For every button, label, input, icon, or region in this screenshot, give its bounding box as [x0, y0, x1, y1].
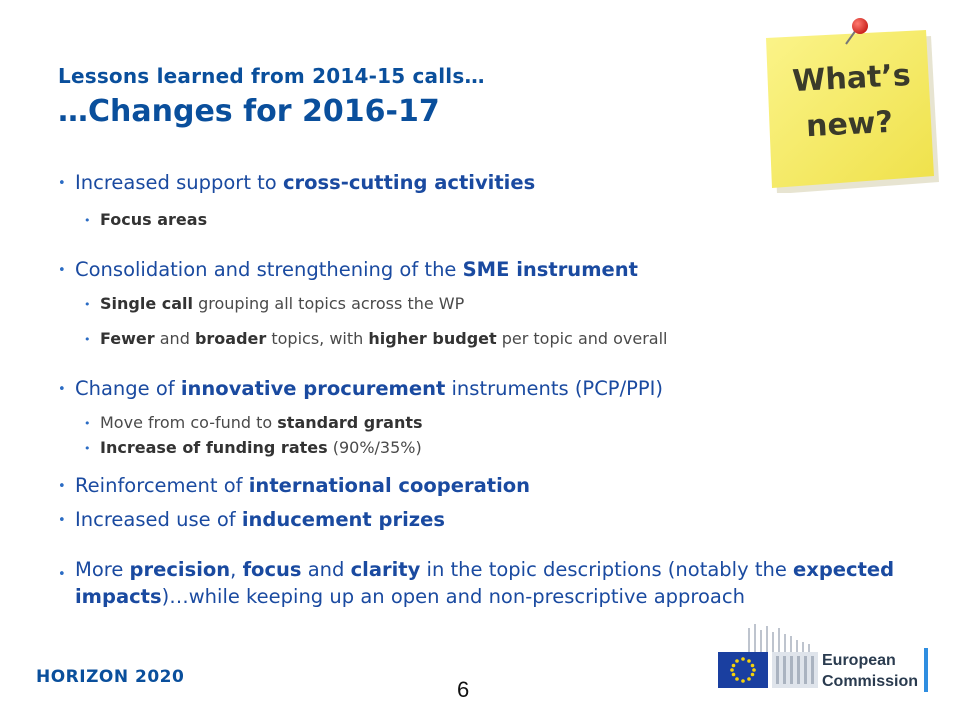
bullet-text-emphasis: focus [242, 558, 302, 581]
sub-bullet-item [84, 413, 423, 432]
bullet-text-part: , [230, 558, 243, 581]
slide-title-line2: …Changes for 2016-17 [58, 94, 440, 129]
bullet-text-emphasis: standard grants [277, 413, 423, 432]
sticky-note-whats-new [760, 18, 940, 193]
bullet-icon: • [84, 333, 91, 346]
bullet-text-emphasis: Single call [100, 294, 194, 313]
bullet-text [75, 258, 638, 281]
bullet-icon: • [84, 417, 91, 430]
bullet-text [100, 210, 207, 229]
bullet-text-emphasis: expected impacts [75, 558, 895, 608]
bullet-text [75, 474, 530, 497]
bullet-item [58, 508, 445, 531]
bullet-item [58, 474, 530, 497]
bullet-icon: • [58, 382, 66, 397]
bullet-icon: • [58, 567, 66, 582]
bullet-text-part: grouping all topics across the WP [193, 294, 465, 313]
bullet-icon: • [84, 214, 91, 227]
bullet-text-part: More [75, 558, 130, 581]
sub-bullet-item [84, 329, 668, 348]
bullet-text-part: topics, with [266, 329, 369, 348]
bullet-item [58, 171, 535, 194]
bullet-text-emphasis: Fewer [100, 329, 155, 348]
slide-title-line1: Lessons learned from 2014-15 calls… [58, 64, 485, 88]
bullet-text-emphasis: international cooperation [248, 474, 531, 497]
bullet-text [75, 171, 535, 194]
bullet-icon: • [84, 442, 91, 455]
bullet-text-emphasis: broader [194, 329, 267, 348]
pushpin-icon [852, 18, 868, 34]
bullet-text-part: and [301, 558, 351, 581]
bullet-text-part: per topic and overall [496, 329, 668, 348]
bullet-icon: • [58, 263, 66, 278]
bullet-text-emphasis: clarity [350, 558, 421, 581]
bullet-icon: • [58, 513, 66, 528]
page-number: 6 [457, 677, 470, 702]
bullet-text-part: Increased support to [75, 171, 283, 194]
bullet-text-emphasis: SME instrument [462, 258, 638, 281]
sub-bullet-item [84, 438, 422, 457]
bullet-text-emphasis: cross-cutting activities [282, 171, 536, 194]
sub-bullet-item [84, 210, 207, 229]
sticky-note-line1: What’s [791, 57, 912, 100]
bullet-text-part: )…while keeping up an open and non-prescriptive approach [161, 585, 745, 608]
bullet-icon: • [58, 176, 66, 191]
bullet-item [58, 556, 908, 610]
sub-bullet-item [84, 294, 464, 313]
bullet-text-emphasis: inducement prizes [241, 508, 445, 531]
bullet-text-part: (90%/35%) [327, 438, 422, 457]
sticky-note-line2: new? [805, 104, 894, 145]
bullet-text-part: instruments (PCP/PPI) [445, 377, 664, 400]
bullet-text-part: Consolidation and strengthening of the [75, 258, 463, 281]
bullet-text [100, 413, 423, 432]
bullet-text-part: and [154, 329, 195, 348]
bullet-text-emphasis: innovative procurement [180, 377, 446, 400]
bullet-icon: • [84, 298, 91, 311]
bullet-text [100, 438, 422, 457]
bullet-text-emphasis: precision [129, 558, 231, 581]
european-commission-wordmark [822, 650, 918, 692]
ec-wordmark-line2: Commission [822, 673, 919, 690]
bullet-text-part: Change of [75, 377, 181, 400]
bullet-text-part: in the topic descriptions (notably the [420, 558, 794, 581]
bullet-text [100, 329, 668, 348]
bullet-text-emphasis: higher budget [368, 329, 497, 348]
ec-wordmark-line1: European [822, 652, 896, 669]
bullet-text [75, 377, 663, 400]
bullet-text [100, 294, 464, 313]
bullet-text-part: Increased use of [75, 508, 242, 531]
bullet-text [75, 508, 445, 531]
bullet-item [58, 258, 638, 281]
bullet-text-part: Move from co-fund to [100, 413, 278, 432]
bullet-text-part: Reinforcement of [75, 474, 249, 497]
bullet-text-emphasis: Increase of funding rates [100, 438, 328, 457]
bullet-icon: • [58, 479, 66, 494]
horizon-2020-logo: HORIZON 2020 [36, 667, 185, 687]
bullet-text [75, 556, 905, 610]
bullet-text-emphasis: Focus areas [100, 210, 208, 229]
bullet-item [58, 377, 663, 400]
